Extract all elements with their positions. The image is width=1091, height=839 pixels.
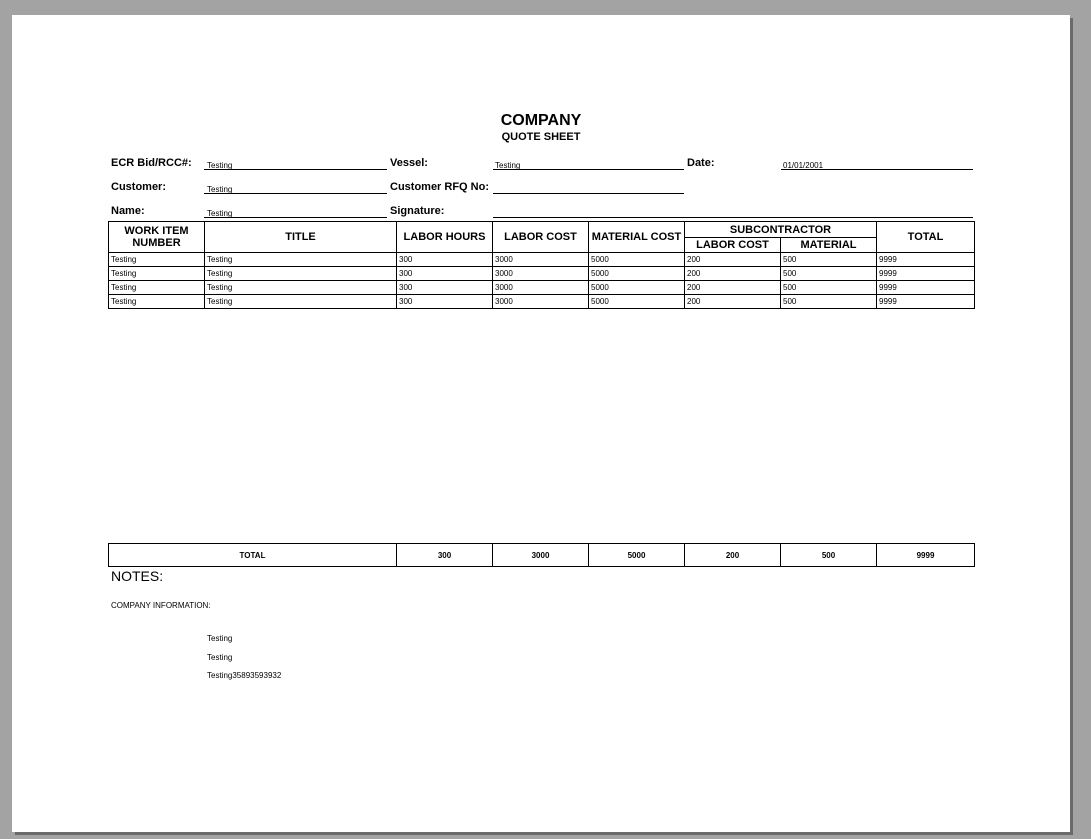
table-row	[109, 281, 975, 295]
customer-label: Customer:	[111, 181, 167, 193]
signature-label: Signature:	[390, 205, 445, 217]
cell-labor-cost: 3000	[493, 295, 589, 309]
cell-work-item: Testing	[109, 267, 205, 281]
totals-labor-cost: 3000	[493, 544, 589, 567]
header-sub-labor-cost: LABOR COST	[685, 238, 781, 253]
cell-total: 9999	[877, 295, 975, 309]
quote-table	[108, 221, 975, 309]
ecr-value: Testing	[207, 161, 233, 170]
header-labor-hours: LABOR HOURS	[397, 222, 493, 253]
company-info-label: COMPANY INFORMATION:	[111, 601, 211, 610]
cell-title: Testing	[205, 267, 397, 281]
header-material-cost: MATERIAL COST	[589, 222, 685, 253]
cell-title: Testing	[205, 281, 397, 295]
cell-sub-labor-cost: 200	[685, 281, 781, 295]
cell-sub-labor-cost: 200	[685, 253, 781, 267]
cell-labor-cost: 3000	[493, 281, 589, 295]
header-subcontractor: SUBCONTRACTOR	[685, 222, 877, 238]
cell-work-item: Testing	[109, 253, 205, 267]
date-label: Date:	[687, 157, 715, 169]
name-value: Testing	[207, 209, 233, 218]
header-title: TITLE	[205, 222, 397, 253]
signature-underline	[493, 217, 973, 218]
cell-title: Testing	[205, 295, 397, 309]
ecr-label: ECR Bid/RCC#:	[111, 157, 192, 169]
header-sub-material: MATERIAL	[781, 238, 877, 253]
ecr-underline	[204, 169, 387, 170]
cell-material-cost: 5000	[589, 295, 685, 309]
vessel-label: Vessel:	[390, 157, 428, 169]
company-info-line-2: Testing	[207, 653, 233, 662]
date-value: 01/01/2001	[783, 161, 824, 170]
cell-sub-labor-cost: 200	[685, 267, 781, 281]
table-row	[109, 295, 975, 309]
totals-table	[108, 543, 975, 567]
cell-material-cost: 5000	[589, 281, 685, 295]
cell-material-cost: 5000	[589, 253, 685, 267]
name-underline	[204, 217, 387, 218]
totals-labor-hours: 300	[397, 544, 493, 567]
company-info-line-3: Testing35893593932	[207, 671, 282, 680]
cell-labor-hours: 300	[397, 267, 493, 281]
cell-total: 9999	[877, 253, 975, 267]
cell-labor-hours: 300	[397, 253, 493, 267]
customer-value: Testing	[207, 185, 233, 194]
rfq-underline	[493, 193, 684, 194]
cell-sub-material: 500	[781, 295, 877, 309]
table-row	[109, 267, 975, 281]
customer-underline	[204, 193, 387, 194]
cell-work-item: Testing	[109, 281, 205, 295]
totals-material-cost: 5000	[589, 544, 685, 567]
cell-sub-material: 500	[781, 253, 877, 267]
cell-labor-hours: 300	[397, 295, 493, 309]
quote-sheet-subtitle: QUOTE SHEET	[501, 131, 581, 143]
cell-work-item: Testing	[109, 295, 205, 309]
rfq-label: Customer RFQ No:	[390, 181, 489, 193]
table-body	[109, 253, 975, 309]
cell-labor-hours: 300	[397, 281, 493, 295]
vessel-value: Testing	[495, 161, 521, 170]
notes-label: NOTES:	[111, 568, 164, 584]
totals-sub-labor-cost: 200	[685, 544, 781, 567]
cell-sub-material: 500	[781, 267, 877, 281]
totals-label: TOTAL	[109, 544, 397, 567]
table-row	[109, 253, 975, 267]
header-work-item: WORK ITEM NUMBER	[109, 222, 205, 253]
totals-total: 9999	[877, 544, 975, 567]
cell-labor-cost: 3000	[493, 267, 589, 281]
date-underline	[781, 169, 973, 170]
cell-material-cost: 5000	[589, 267, 685, 281]
cell-total: 9999	[877, 267, 975, 281]
company-info-line-1: Testing	[207, 634, 233, 643]
cell-labor-cost: 3000	[493, 253, 589, 267]
header-labor-cost: LABOR COST	[493, 222, 589, 253]
cell-sub-material: 500	[781, 281, 877, 295]
company-title: COMPANY	[500, 112, 582, 129]
vessel-underline	[493, 169, 684, 170]
name-label: Name:	[111, 205, 145, 217]
header-total: TOTAL	[877, 222, 975, 253]
document-page	[12, 15, 1070, 832]
cell-sub-labor-cost: 200	[685, 295, 781, 309]
totals-sub-material: 500	[781, 544, 877, 567]
cell-total: 9999	[877, 281, 975, 295]
cell-title: Testing	[205, 253, 397, 267]
